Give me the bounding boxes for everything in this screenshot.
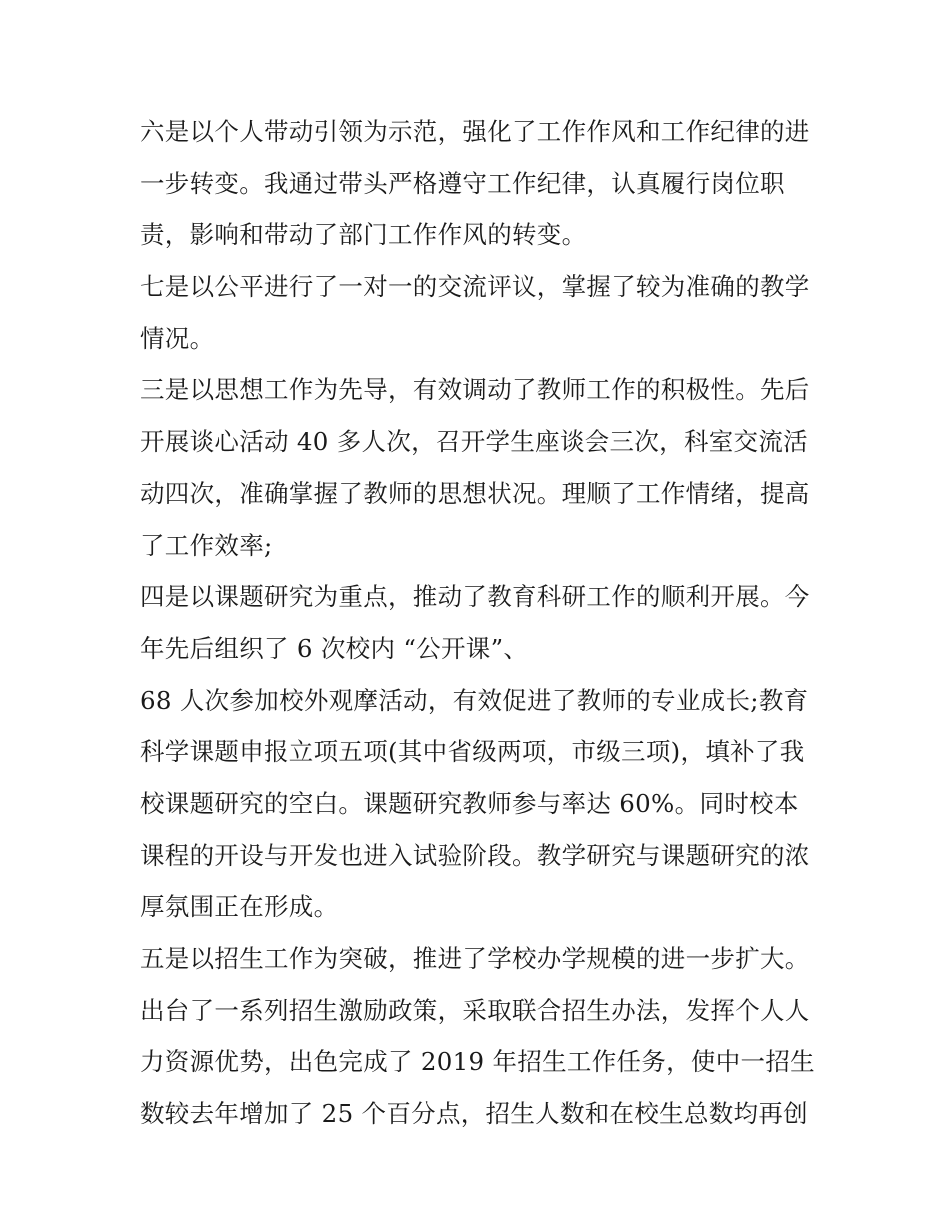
text-line: 出台了一系列招生激励政策，采取联合招生办法，发挥个人人 (140, 995, 810, 1025)
text-line: 68 人次参加校外观摩活动，有效促进了教师的专业成长;教育 (140, 685, 809, 715)
text-line: 一步转变。我通过带头严格遵守工作纪律，认真履行岗位职 (140, 168, 785, 198)
document-body (140, 106, 820, 1140)
text-line: 七是以公平进行了一对一的交流评议，掌握了较为准确的教学 (140, 272, 810, 302)
text-line: 力资源优势，出色完成了 2019 年招生工作任务，使中一招生 (140, 1047, 815, 1077)
text-line: 六是以个人带动引领为示范，强化了工作作风和工作纪律的进 (140, 117, 810, 146)
text-line: 校课题研究的空白。课题研究教师参与率达 60%。同时校本 (140, 788, 799, 818)
text-line: 科学课题申报立项五项(其中省级两项，市级三项)，填补了我 (140, 737, 805, 767)
text-line: 四是以课题研究为重点，推动了教育科研工作的顺利开展。今 (140, 582, 810, 612)
text-line: 五是以招生工作为突破，推进了学校办学规模的进一步扩大。 (140, 944, 810, 973)
text-line: 课程的开设与开发也进入试验阶段。教学研究与课题研究的浓 (140, 840, 810, 870)
text-line: 年先后组织了 6 次校内 “公开课”、 (140, 633, 529, 663)
text-line: 责，影响和带动了部门工作作风的转变。 (140, 220, 587, 250)
text-line: 情况。 (140, 323, 215, 353)
text-line: 三是以思想工作为先导，有效调动了教师工作的积极性。先后 (140, 375, 810, 405)
text-line: 开展谈心活动 40 多人次，召开学生座谈会三次，科室交流活 (140, 427, 808, 457)
text-line: 厚氛围正在形成。 (140, 892, 339, 922)
text-line: 数较去年增加了 25 个百分点，招生人数和在校生总数均再创 (140, 1099, 808, 1129)
text-line: 了工作效率; (140, 530, 273, 560)
text-line: 动四次，准确掌握了教师的思想状况。理顺了工作情绪，提高 (140, 478, 810, 508)
